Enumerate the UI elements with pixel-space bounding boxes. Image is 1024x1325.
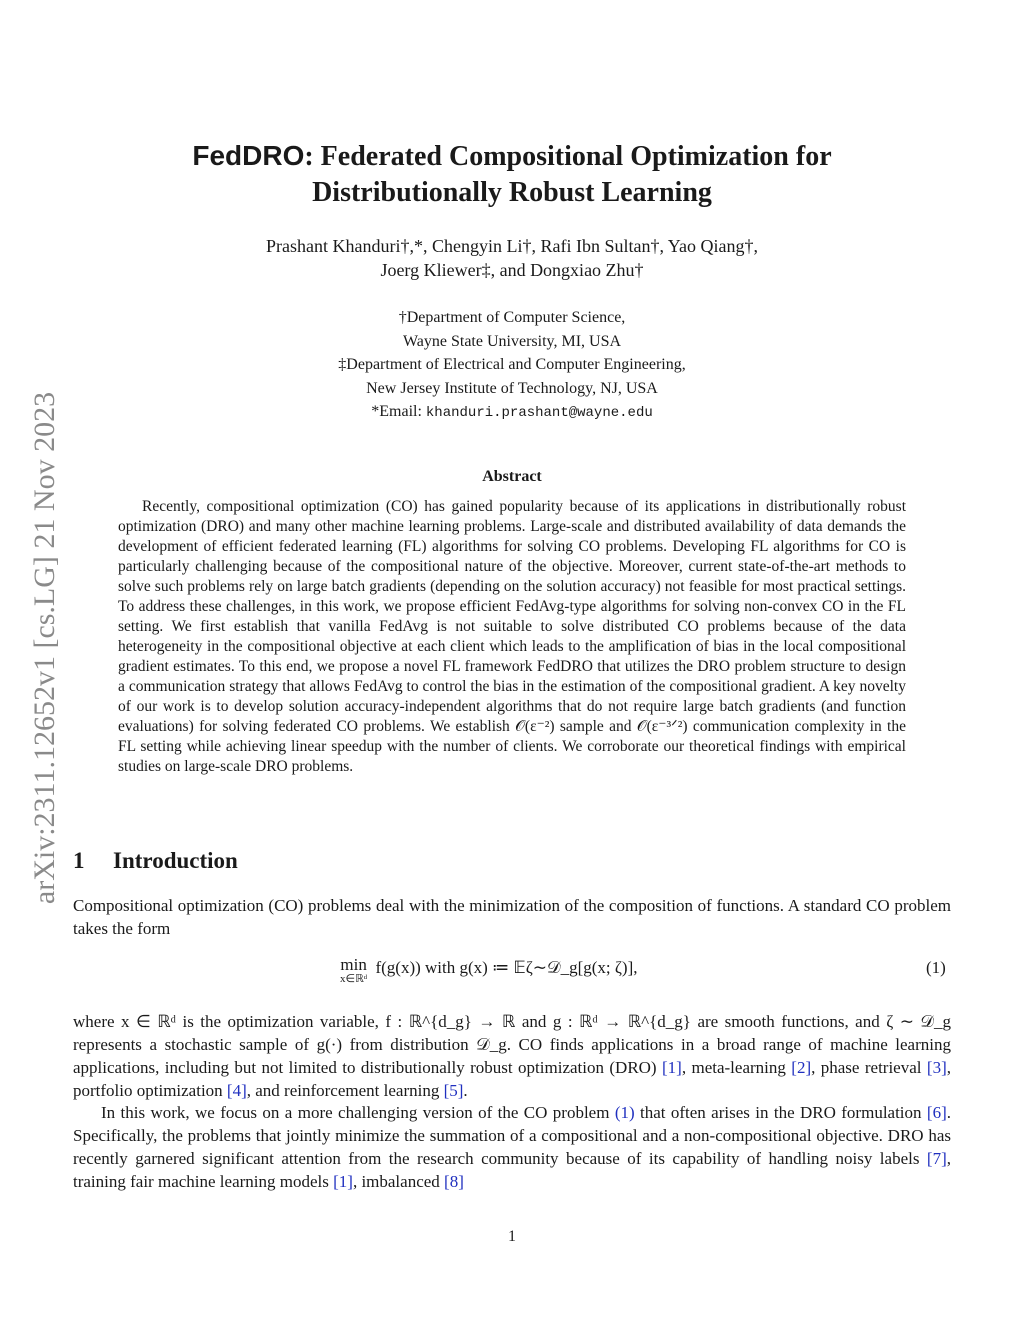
affiliations	[200, 306, 824, 426]
abstract-body	[118, 497, 906, 777]
min-subscript: x∈ℝᵈ	[340, 973, 368, 985]
equation-number: (1)	[926, 958, 946, 977]
equation-body: f(g(x)) with g(x) ≔ 𝔼ζ∼𝒟_g[g(x; ζ)],	[375, 958, 638, 977]
intro-paragraph-2	[73, 1010, 951, 1102]
equation-min-operator	[340, 955, 368, 986]
email-address[interactable]: khanduri.prashant@wayne.edu	[425, 405, 653, 421]
citation-link[interactable]: [2]	[791, 1058, 812, 1077]
citation-link[interactable]: [4]	[226, 1081, 247, 1100]
affiliation-2: Wayne State University, MI, USA	[402, 332, 622, 350]
intro-paragraph-1	[73, 894, 951, 940]
paragraph-text: Compositional optimization (CO) problems deal with the minimization of the composition of functions. A standard CO problem takes the form	[73, 896, 951, 938]
text-span: where x ∈ ℝᵈ is the optimization variable, f : ℝ^{d_g} → ℝ and g : ℝᵈ → ℝ^{d_g} are smooth functions, and ζ ∼ 𝒟_g represents a stochastic sample of g(·) from distribution 𝒟_g. CO finds applications in a broad range of machine learning applications, including but not limited to distributionally robust optimization (DRO)	[73, 1012, 951, 1077]
text-span: , portfolio optimization	[73, 1058, 951, 1100]
citation-link[interactable]: [6]	[926, 1103, 947, 1122]
page-number: 1	[508, 1228, 516, 1245]
text-span: , phase retrieval	[811, 1058, 927, 1077]
intro-paragraph-3	[73, 1101, 951, 1193]
text-span: that often arises in the DRO formulation	[634, 1103, 927, 1122]
text-span: , and reinforcement learning	[246, 1081, 444, 1100]
abstract-text: Recently, compositional optimization (CO) has gained popularity because of its applications in distributionally robust optimization (DRO) and many other machine learning problems. Large-scale and distributed availability of data demands the development of efficient federated learning (FL) algorithms for solving CO problems. Developing FL algorithms for CO is particularly challenging because of the compositional nature of the objective. Moreover, current state-of-the-art methods to solve such problems rely on large batch gradients (depending on the solution accuracy) not feasible for most practical settings. To address these challenges, in this work, we propose efficient FedAvg-type algorithms for solving non-convex CO in the FL setting. We first establish that vanilla FedAvg is not suitable to solve distributed CO problems because of the data heterogeneity in the compositional objective at each client which leads to the amplification of bias in the local compositional gradient estimates. To this end, we propose a novel FL framework FedDRO that utilizes the DRO problem structure to design a communication strategy that allows FedAvg to control the bias in the estimation of the compositional gradient. A key novelty of our work is to develop solution accuracy-independent algorithms that do not require large batch gradients (and function evaluations) for solving federated CO problems. We establish 𝒪(ε⁻²) sample and 𝒪(ε⁻³ᐟ²) communication complexity in the FL setting while achieving linear speedup with the number of clients. We corroborate our theoretical findings with empirical studies on large-scale DRO problems.	[118, 498, 906, 775]
text-span: . Specifically, the problems that jointly minimize the summation of a compositional and a non-compositional objective. DRO has recently garnered significant attention from the research community because of its capability of handling noisy labels	[73, 1103, 951, 1168]
abstract-heading: Abstract	[482, 468, 542, 485]
author-list	[160, 234, 864, 282]
affiliation-3: ‡Department of Electrical and Computer Engineering,	[338, 356, 686, 373]
citation-link[interactable]: [5]	[443, 1081, 464, 1100]
title-line1-rest: : Federated Compositional Optimization for	[304, 141, 832, 172]
section-heading	[73, 848, 238, 874]
authors-line1: Prashant Khanduri†,*, Chengyin Li†, Rafi Ibn Sultan†, Yao Qiang†,	[266, 236, 758, 256]
paper-title	[140, 138, 884, 211]
paragraph-text	[73, 1101, 951, 1193]
text-span: , training fair machine learning models	[73, 1149, 951, 1191]
affiliation-1: †Department of Computer Science,	[398, 309, 626, 326]
section-number: 1	[73, 848, 85, 873]
text-span: .	[463, 1081, 468, 1100]
citation-link[interactable]: [3]	[926, 1058, 947, 1077]
equation-reference-link[interactable]: (1)	[614, 1103, 635, 1122]
min-label: min	[340, 955, 367, 974]
authors-line2: Joerg Kliewer‡, and Dongxiao Zhu†	[380, 260, 644, 280]
citation-link[interactable]: [1]	[333, 1172, 353, 1191]
affiliation-4: New Jersey Institute of Technology, NJ, USA	[366, 379, 658, 397]
equation-1	[340, 955, 638, 986]
email-label: *Email:	[371, 403, 426, 420]
title-framework-name: FedDRO	[192, 140, 305, 171]
section-title: Introduction	[113, 848, 238, 873]
email-line	[200, 400, 824, 426]
paragraph-text	[73, 1010, 951, 1102]
citation-link[interactable]: [8]	[444, 1172, 464, 1191]
text-span: In this work, we focus on a more challenging version of the CO problem	[101, 1103, 615, 1122]
arxiv-side-stamp: arXiv:2311.12652v1 [cs.LG] 21 Nov 2023	[28, 391, 61, 905]
text-span: , meta-learning	[681, 1058, 792, 1077]
citation-link[interactable]: [7]	[926, 1149, 947, 1168]
citation-link[interactable]: [1]	[662, 1058, 682, 1077]
title-line2: Distributionally Robust Learning	[312, 177, 712, 208]
text-span: , imbalanced	[352, 1172, 445, 1191]
